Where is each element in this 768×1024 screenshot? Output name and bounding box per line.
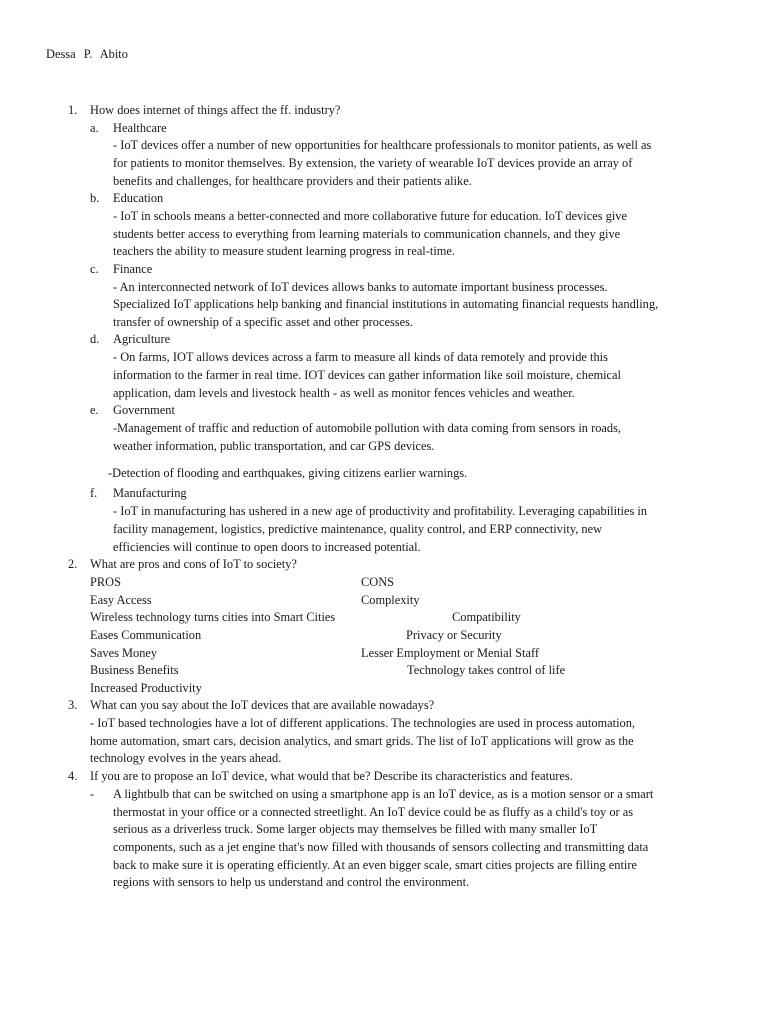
q4-question: If you are to propose an IoT device, what would that be? Describe its characteristics and features. bbox=[90, 769, 573, 783]
paragraph-line: students better access to everything from learning materials to communication channels, and they give bbox=[113, 227, 621, 241]
item-letter: e. bbox=[90, 403, 99, 417]
paragraph-line: - IoT in manufacturing has ushered in a new age of productivity and profitability. Leveraging capabilities in bbox=[113, 504, 648, 518]
pros-item: Increased Productivity bbox=[90, 681, 202, 695]
paragraph-line: - An interconnected network of IoT devices allows banks to automate important business processes. bbox=[113, 280, 608, 294]
q2-number: 2. bbox=[68, 557, 78, 571]
paragraph-line: regions with sensors to help us understand and control the environment. bbox=[113, 875, 470, 889]
paragraph-line: teachers the ability to measure student learning progress in real-time. bbox=[113, 244, 456, 258]
author-name: Dessa P. Abito bbox=[46, 47, 128, 61]
paragraph-line: -Management of traffic and reduction of automobile pollution with data coming from sensors in roads, bbox=[113, 421, 622, 435]
item-letter: b. bbox=[90, 191, 100, 205]
item-letter: d. bbox=[90, 332, 100, 346]
paragraph-line: Specialized IoT applications help banking and financial institutions in automating financial requests handling, bbox=[113, 297, 659, 311]
pros-item: Wireless technology turns cities into Smart Cities bbox=[90, 610, 336, 624]
item-heading-healthcare: Healthcare bbox=[113, 121, 167, 135]
pros-item: Business Benefits bbox=[90, 663, 179, 677]
item-heading-government: Government bbox=[113, 403, 175, 417]
paragraph-line: facility management, logistics, predictive maintenance, quality control, and ERP connectivity, new bbox=[113, 522, 603, 536]
paragraph-line: benefits and challenges, for healthcare providers and their patients alike. bbox=[113, 174, 472, 188]
paragraph-line: home automation, smart cars, decision analytics, and smart grids. The list of IoT applications will grow as the bbox=[90, 734, 634, 748]
paragraph-line: weather information, public transportation, and car GPS devices. bbox=[113, 439, 435, 453]
paragraph-line: - IoT devices offer a number of new opportunities for healthcare professionals to monitor patients, as well as bbox=[113, 138, 652, 152]
q2-question: What are pros and cons of IoT to society? bbox=[90, 557, 297, 571]
list-dash: - bbox=[90, 787, 95, 801]
cons-item: Complexity bbox=[361, 593, 420, 607]
q4-number: 4. bbox=[68, 769, 78, 783]
q1-number: 1. bbox=[68, 103, 78, 117]
pros-item: Saves Money bbox=[90, 646, 158, 660]
item-heading-education: Education bbox=[113, 191, 164, 205]
paragraph-line: information to the farmer in real time. IOT devices can gather information like soil moisture, chemical bbox=[113, 368, 621, 382]
q1-question: How does internet of things affect the ff. industry? bbox=[90, 103, 341, 117]
paragraph-line: for patients to monitor themselves. By extension, the variety of wearable IoT devices provide an array of bbox=[113, 156, 633, 170]
item-heading-finance: Finance bbox=[113, 262, 153, 276]
pros-item: Eases Communication bbox=[90, 628, 202, 642]
paragraph-line: thermostat in your office or a connected streetlight. An IoT device could be as fluffy as a child's toy or as bbox=[113, 805, 634, 819]
item-letter: f. bbox=[90, 486, 98, 500]
pros-item: Easy Access bbox=[90, 593, 152, 607]
paragraph-line: -Detection of flooding and earthquakes, giving citizens earlier warnings. bbox=[108, 466, 468, 480]
paragraph-line: components, such as a jet engine that's now filled with thousands of sensors collecting and transmitting data bbox=[113, 840, 649, 854]
item-letter: c. bbox=[90, 262, 99, 276]
paragraph-line: serious as a driverless truck. Some larger objects may themselves be filled with many smaller IoT bbox=[113, 822, 598, 836]
cons-header: CONS bbox=[361, 575, 395, 589]
item-heading-agriculture: Agriculture bbox=[113, 332, 171, 346]
paragraph-line: A lightbulb that can be switched on using a smartphone app is an IoT device, as is a motion sensor or a smart bbox=[113, 787, 654, 801]
cons-item: Privacy or Security bbox=[406, 628, 502, 642]
item-heading-manufacturing: Manufacturing bbox=[113, 486, 187, 500]
paragraph-line: transfer of ownership of a specific asset and other processes. bbox=[113, 315, 414, 329]
paragraph-line: back to make sure it is operating efficiently. At an even bigger scale, smart cities projects are filling entire bbox=[113, 858, 638, 872]
pros-header: PROS bbox=[90, 575, 121, 589]
item-letter: a. bbox=[90, 121, 99, 135]
cons-item: Lesser Employment or Menial Staff bbox=[361, 646, 540, 660]
paragraph-line: technology evolves in the years ahead. bbox=[90, 751, 282, 765]
paragraph-line: - IoT based technologies have a lot of different applications. The technologies are used in process automation, bbox=[90, 716, 636, 730]
paragraph-line: - IoT in schools means a better-connected and more collaborative future for education. IoT devices give bbox=[113, 209, 627, 223]
paragraph-line: efficiencies will continue to open doors to increased potential. bbox=[113, 540, 421, 554]
q3-number: 3. bbox=[68, 698, 78, 712]
cons-item: Compatibility bbox=[452, 610, 521, 624]
paragraph-line: application, dam levels and livestock health - as well as monitor fences vehicles and weather. bbox=[113, 386, 575, 400]
q3-question: What can you say about the IoT devices that are available nowadays? bbox=[90, 698, 435, 712]
cons-item: Technology takes control of life bbox=[407, 663, 566, 677]
paragraph-line: - On farms, IOT allows devices across a farm to measure all kinds of data remotely and provide this bbox=[113, 350, 608, 364]
